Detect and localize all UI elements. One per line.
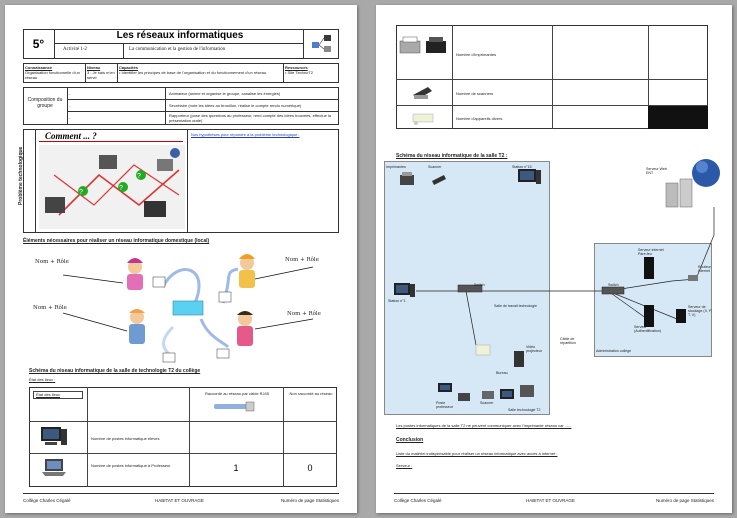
page-2 bbox=[376, 5, 732, 513]
black-cell bbox=[648, 106, 708, 129]
grade-label: 5° bbox=[23, 29, 55, 59]
table-row-misc: Nombre d'appareils divers bbox=[456, 116, 503, 121]
scanner-icon bbox=[410, 83, 434, 101]
name-role-4: Nom + Rôle bbox=[287, 311, 321, 317]
network-schema bbox=[376, 145, 732, 425]
label-switch-core: Switch bbox=[608, 283, 619, 287]
page-title: Les réseaux informatiques bbox=[116, 30, 244, 41]
info-value-3: • Site TechnoT2 bbox=[285, 70, 314, 75]
comment-heading: Nos hypothèses pour répondre à la problème technologique : bbox=[191, 132, 300, 137]
table-row-1-label: Nombre de postes informatique élèves bbox=[91, 436, 160, 441]
page-1: 5° Les réseaux informatiques Activité 1-2 La communication et la gestion de l'information Connaissance Organisation fonctionnelle d'un réseau Niveau 3 : Je sais m'en servir Capacités • Identifier les principes de base de l'organisation et du fonctionnement d'un réseau. Ressources • Site TechnoT2 Composition du groupe - - - Animateur (anime et organise le groupe, canalise les énergies) Secrétaire (note les idées au brouillon, réalise le compte rendu numérique) Rapporteur (pose des questions au professeur, rend compte des idées trouvées, effectue la présentation orale) Problème technologique Comment ... ? Nos hypothèses pour répondre à la problème technologique : ? ? ? Éléments nécessaires pour réaliser un réseau informatique domestique (local) Nom + Rôle Nom + Rôle Nom + Rôle Nom + Rôle Schéma du réseau informatique de la salle de technologie T2 du collège État des lieux : État des lieux Raccordé au réseau par câble RJ45 Non raccordé au réseau Nombre de postes informatique élèves Nombre de postes informatique à Professeur 1 0 Collège Charles Cégalé HABITAT ET OUVRAGE Numéro de page Statistiques bbox=[5, 5, 357, 513]
section2-title: Schéma du réseau informatique de la salle de technologie T2 du collège bbox=[29, 368, 201, 374]
label-scanner: Scanner bbox=[428, 165, 442, 169]
table-col3: Raccordé au réseau par câble RJ45 bbox=[204, 391, 270, 396]
label-storage: Serveur de stockage (X, P, T, V) bbox=[688, 305, 712, 317]
footer-center: HABITAT ET OUVRAGE bbox=[155, 498, 204, 503]
table-row-2-label: Nombre de postes informatique à Professeur bbox=[91, 463, 171, 468]
activity-label: Activité 1-2 bbox=[63, 47, 88, 52]
text2: Liste du matériel indispensable pour réaliser un réseau informatique avec accès à internet : bbox=[396, 451, 558, 456]
table-col4: Non raccordé au réseau bbox=[289, 391, 333, 396]
label-auth-server: Serveur (Authentification) bbox=[634, 325, 661, 333]
group-label: Composition du groupe bbox=[27, 97, 63, 109]
svg-text:?: ? bbox=[137, 173, 141, 180]
misc-device-icon bbox=[410, 108, 438, 126]
info-value-1: 3 : Je sais m'en servir bbox=[87, 70, 115, 80]
name-role-3: Nom + Rôle bbox=[33, 305, 67, 311]
conclusion-title: Conclusion bbox=[396, 437, 424, 443]
label-printers: Imprimantes bbox=[386, 165, 406, 169]
label-internet-server: Serveur internet Pare-feu bbox=[638, 248, 664, 256]
info-label-0: Connaissance bbox=[25, 65, 53, 70]
name-role-1: Nom + Rôle bbox=[35, 259, 69, 265]
info-label-3: Ressources bbox=[285, 65, 308, 70]
desktop-computer-icon bbox=[39, 425, 69, 447]
label-room: Salle technologie T2 bbox=[508, 408, 541, 412]
problem-illustration bbox=[39, 145, 185, 229]
comment-title: Comment ... ? bbox=[45, 131, 97, 141]
role-3: Rapporteur (pose des questions au professeur, rend compte des idées trouvées, effectue la présentation orale) bbox=[169, 113, 332, 123]
footer-left: Collège Charles Cégalé bbox=[23, 498, 71, 503]
table-row-2-value-1: 1 bbox=[233, 463, 239, 473]
footer-right: Numéro de page Statistiques bbox=[655, 498, 714, 503]
table-row-2-value-2: 0 bbox=[307, 463, 313, 473]
label-core-room: Administration collège bbox=[596, 349, 632, 353]
name-role-2: Nom + Rôle bbox=[285, 257, 319, 263]
state-label: État des lieux : bbox=[29, 377, 56, 382]
label-prof: Poste professeur bbox=[436, 401, 453, 409]
footer-left: Collège Charles Cégalé bbox=[394, 498, 442, 503]
rj45-cable-icon bbox=[210, 399, 256, 415]
role-2: Secrétaire (note les idées au brouillon, réalise le compte rendu numérique) bbox=[169, 103, 302, 108]
svg-text:?: ? bbox=[119, 185, 123, 192]
label-switch-room: Switch bbox=[474, 283, 485, 287]
label-projector: Vidéo projecteur bbox=[526, 345, 542, 353]
table-row-printers: Nombre d'imprimantes bbox=[456, 52, 497, 57]
label-cable: Câble de répartition bbox=[560, 337, 576, 345]
serveur-label: Serveur : bbox=[396, 463, 413, 468]
table-row-scanners: Nombre de scanners bbox=[456, 91, 494, 96]
label-router: Routeur internet bbox=[698, 265, 711, 273]
problem-label: Problème technologique bbox=[18, 146, 24, 205]
info-label-1: Niveau bbox=[87, 65, 101, 70]
table-col1: État des lieux bbox=[36, 392, 61, 397]
info-label-2: Capacités bbox=[119, 65, 138, 70]
role-1: Animateur (anime et organise le groupe, canalise les énergies) bbox=[169, 91, 281, 96]
label-station1: Station n°15 bbox=[512, 165, 532, 169]
label-station2: Station n°1 bbox=[388, 299, 406, 303]
subtitle: La communication et la gestion de l'information bbox=[129, 47, 226, 52]
info-value-0: Organisation fonctionnelle d'un réseau bbox=[25, 70, 80, 80]
printer-icon bbox=[398, 35, 450, 57]
laptop-icon bbox=[41, 457, 67, 477]
schema-title: Schéma du réseau informatique de la salle T2 : bbox=[396, 153, 508, 159]
info-value-2: • Identifier les principes de base de l'organisation et du fonctionnement d'un réseau. bbox=[119, 70, 268, 75]
footer-center: HABITAT ET OUVRAGE bbox=[526, 498, 575, 503]
label-switch-room-sub: Salle de travail technologie bbox=[494, 304, 537, 308]
label-scanner2: Scanner bbox=[480, 401, 494, 405]
footer-right: Numéro de page Statistiques bbox=[280, 498, 339, 503]
svg-text:?: ? bbox=[79, 189, 83, 196]
label-desk: Bureau bbox=[496, 371, 508, 375]
label-server-web: Serveur Web ENT bbox=[646, 167, 667, 175]
text1: Les postes informatiques de la salle T2 ne peuvent communiquer avec l'imprimante réseau car ...... bbox=[396, 423, 572, 428]
home-network-diagram bbox=[23, 247, 339, 365]
network-logo-icon bbox=[310, 33, 334, 55]
section1-title: Éléments nécessaires pour réaliser un réseau informatique domestique (local) bbox=[23, 238, 210, 244]
